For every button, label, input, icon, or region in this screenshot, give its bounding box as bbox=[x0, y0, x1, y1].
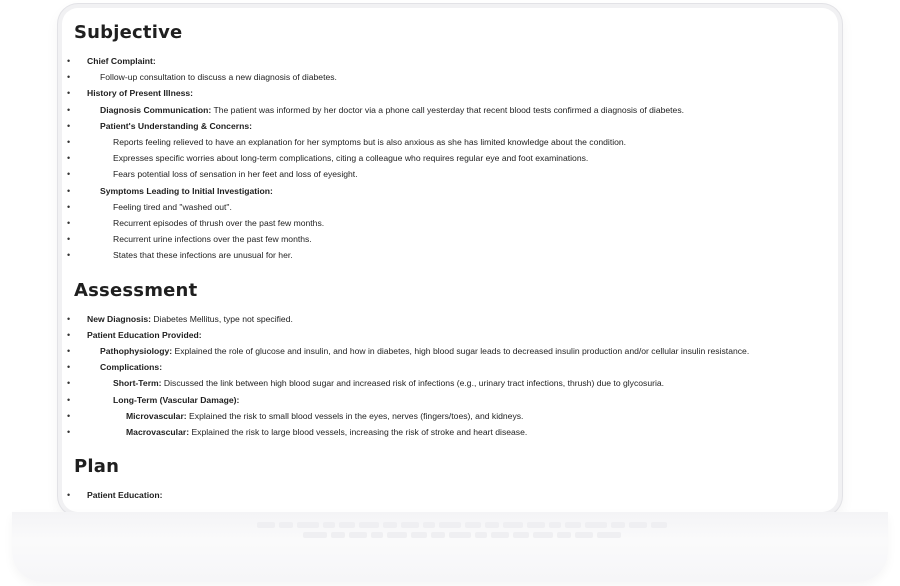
new-diagnosis-item bbox=[74, 311, 838, 327]
short-term-item bbox=[74, 375, 838, 391]
symptoms-label: Symptoms Leading to Initial Investigation: bbox=[100, 185, 273, 196]
assessment-section bbox=[74, 280, 838, 441]
hpi-label: History of Present Illness: bbox=[87, 88, 194, 99]
plan-patient-education-label: Patient Education: bbox=[87, 490, 163, 501]
keyboard bbox=[152, 522, 772, 552]
macrovascular-item bbox=[74, 424, 838, 440]
complications-item bbox=[74, 359, 838, 375]
subjective-list bbox=[74, 53, 838, 264]
hpi-item bbox=[74, 85, 838, 101]
new-diagnosis-label: New Diagnosis: bbox=[87, 313, 151, 324]
list-item: • Recurrent urine infections over the past few months. bbox=[74, 231, 838, 247]
patient-education-provided-item bbox=[74, 327, 838, 343]
subjective-section bbox=[74, 22, 838, 264]
understanding-concerns-label: Patient's Understanding & Concerns: bbox=[100, 120, 252, 131]
clinical-note bbox=[62, 8, 838, 503]
microvascular-item bbox=[74, 408, 838, 424]
macrovascular-text: Explained the risk to large blood vessels, increasing the risk of stroke and heart disease. bbox=[189, 427, 528, 438]
assessment-list bbox=[74, 311, 838, 441]
pathophysiology-text: Explained the role of glucose and insulin, and how in diabetes, high blood sugar leads to decreased insulin production and/or cellular insulin resistance. bbox=[172, 346, 750, 357]
long-term-item bbox=[74, 392, 838, 408]
plan-patient-education-item bbox=[74, 487, 838, 503]
diagnosis-communication-label: Diagnosis Communication: bbox=[100, 104, 212, 115]
symptoms-item bbox=[74, 183, 838, 199]
laptop-screen bbox=[62, 8, 838, 512]
microvascular-text: Explained the risk to small blood vessels in the eyes, nerves (fingers/toes), and kidneys. bbox=[186, 410, 524, 421]
list-item: • Fears potential loss of sensation in her feet and loss of eyesight. bbox=[74, 166, 838, 182]
long-term-label: Long-Term (Vascular Damage): bbox=[113, 394, 240, 405]
chief-complaint-item bbox=[74, 53, 838, 69]
list-item: • Feeling tired and "washed out". bbox=[74, 199, 838, 215]
plan-heading: Plan bbox=[74, 456, 120, 478]
chief-complaint-label: Chief Complaint: bbox=[87, 56, 156, 66]
subjective-heading: Subjective bbox=[74, 22, 183, 43]
laptop-screen-frame bbox=[58, 4, 842, 516]
diagnosis-communication-text: The patient was informed by her doctor via a phone call yesterday that recent blood tests confirmed a diagnosis of diabetes. bbox=[211, 104, 685, 115]
list-item: • States that these infections are unusual for her. bbox=[74, 247, 838, 263]
list-item: • Reports feeling relieved to have an explanation for her symptoms but is also anxious as she has limited knowledge about the condition. bbox=[74, 134, 838, 150]
pathophysiology-item bbox=[74, 343, 838, 359]
new-diagnosis-text: Diabetes Mellitus, type not specified. bbox=[151, 313, 293, 324]
plan-section bbox=[74, 456, 838, 503]
microvascular-label: Microvascular: bbox=[126, 410, 187, 421]
pathophysiology-label: Pathophysiology: bbox=[100, 346, 173, 357]
list-item: • Recurrent episodes of thrush over the past few months. bbox=[74, 215, 838, 231]
short-term-label: Short-Term: bbox=[113, 378, 162, 389]
plan-list bbox=[74, 487, 838, 503]
macrovascular-label: Macrovascular: bbox=[126, 427, 190, 438]
chief-complaint-detail: • Follow-up consultation to discuss a new diagnosis of diabetes. bbox=[74, 69, 838, 85]
complications-label: Complications: bbox=[100, 362, 163, 373]
assessment-heading: Assessment bbox=[74, 279, 198, 301]
laptop-base bbox=[12, 512, 888, 582]
short-term-text: Discussed the link between high blood sugar and increased risk of infections (e.g., urinary tract infections, thrush) due to glycosuria. bbox=[161, 378, 665, 389]
patient-education-provided-label: Patient Education Provided: bbox=[87, 329, 202, 340]
diagnosis-communication-item bbox=[74, 102, 838, 118]
list-item: • Expresses specific worries about long-term complications, citing a colleague who requires regular eye and foot examinations. bbox=[74, 150, 838, 166]
understanding-concerns-item bbox=[74, 118, 838, 134]
